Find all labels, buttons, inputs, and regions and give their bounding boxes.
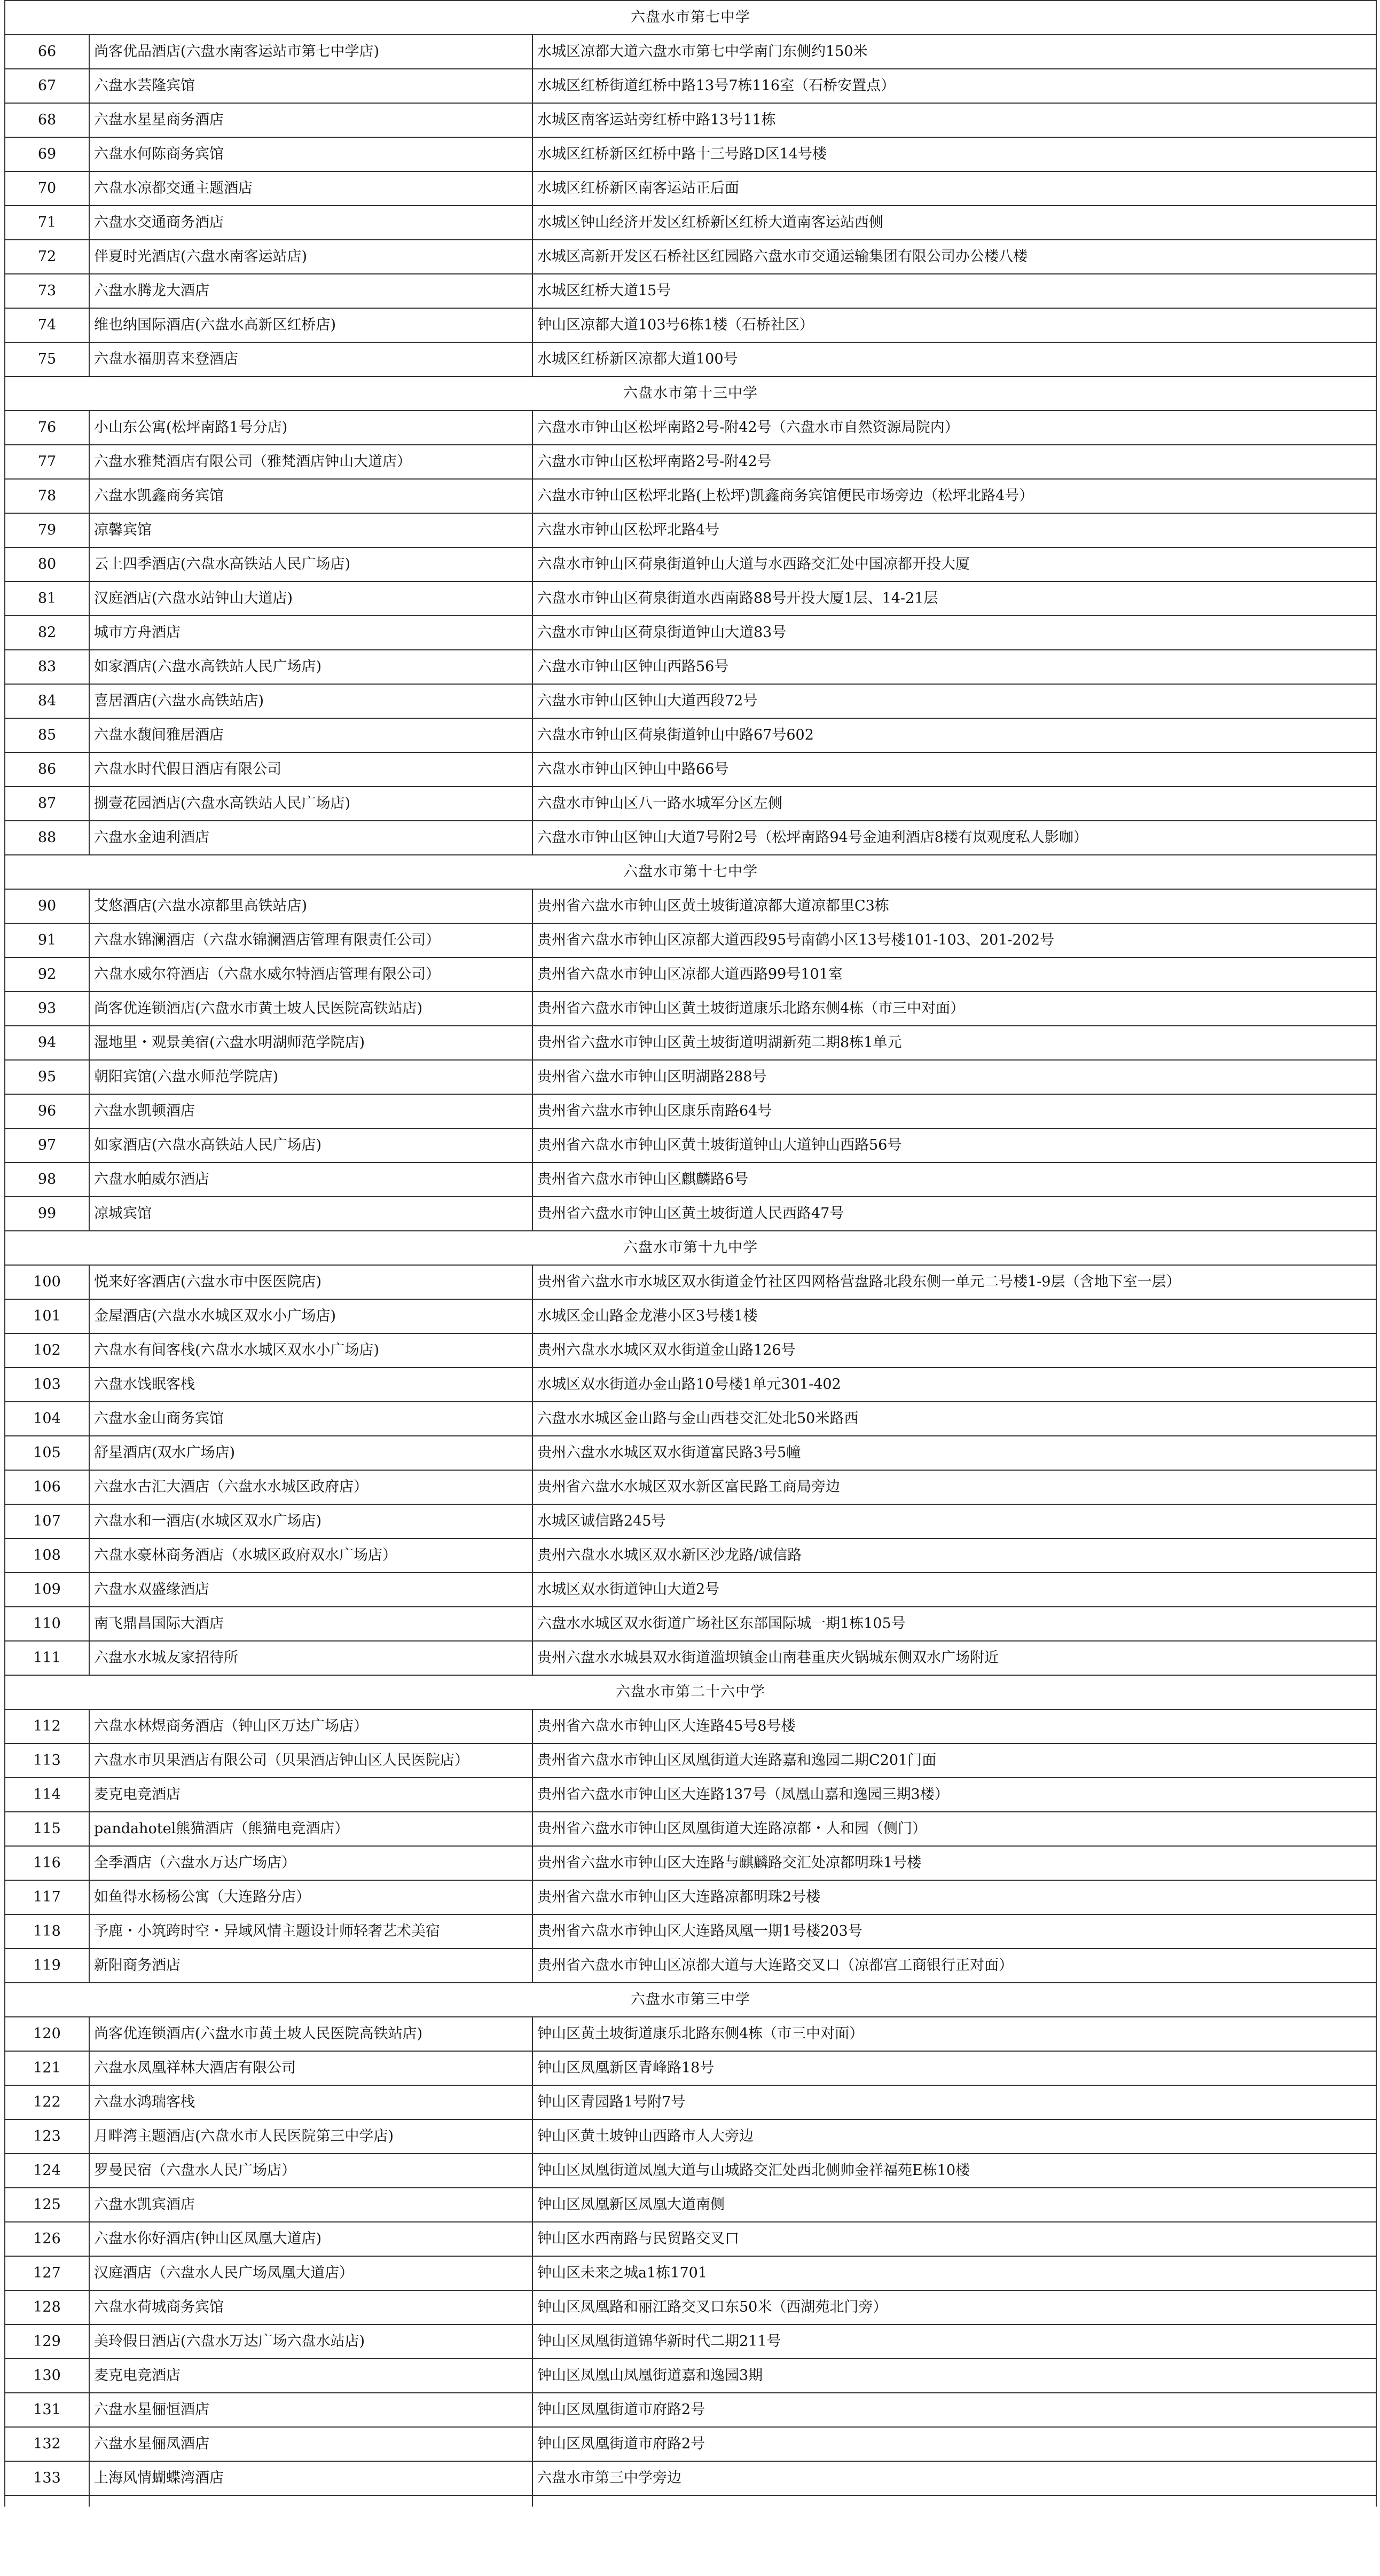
- row-number: 82: [5, 616, 89, 650]
- hotel-address: 钟山区凤凰新区凤凰大道南侧: [532, 2188, 1376, 2222]
- hotel-address: 贵州省六盘水市钟山区大连路凤凰一期1号楼203号: [532, 1914, 1376, 1949]
- hotel-name: 如家酒店(六盘水高铁站人民广场店): [89, 650, 532, 684]
- hotel-address: 水城区凉都大道六盘水市第七中学南门东侧约150米: [532, 35, 1376, 69]
- hotel-name: 六盘水凉都交通主题酒店: [89, 171, 532, 206]
- row-number: 131: [5, 2393, 89, 2427]
- table-row: [5, 1265, 1376, 1299]
- table-row: [5, 1709, 1376, 1743]
- hotel-name: 六盘水帕威尔酒店: [89, 1163, 532, 1197]
- hotel-address: 贵州省六盘水市钟山区黄土坡街道人民西路47号: [532, 1197, 1376, 1231]
- hotel-name: 六盘水福朋喜来登酒店: [89, 342, 532, 376]
- section-title: 六盘水市第十三中学: [5, 376, 1376, 411]
- row-number: 70: [5, 171, 89, 206]
- row-number: 75: [5, 342, 89, 376]
- hotel-name: 凉馨宾馆: [89, 513, 532, 547]
- hotel-address: 贵州省六盘水市钟山区明湖路288号: [532, 1060, 1376, 1094]
- table-row: [5, 206, 1376, 240]
- hotel-name: 喜居酒店(六盘水高铁站店): [89, 684, 532, 718]
- row-number: 84: [5, 684, 89, 718]
- row-number: 114: [5, 1778, 89, 1812]
- hotel-name: 新阳商务酒店: [89, 1949, 532, 1983]
- table-row: [5, 2290, 1376, 2324]
- row-number: 132: [5, 2427, 89, 2461]
- hotel-address: 钟山区凤凰山凤凰街道嘉和逸园3期: [532, 2359, 1376, 2393]
- hotel-name: 六盘水荷城商务宾馆: [89, 2290, 532, 2324]
- table-row: [5, 1436, 1376, 1470]
- hotel-name: 六盘水有间客栈(六盘水水城区双水小广场店): [89, 1333, 532, 1368]
- hotel-address: 贵州省六盘水水城区双水新区富民路工商局旁边: [532, 1470, 1376, 1504]
- table-row: [5, 2119, 1376, 2154]
- section-title: 六盘水市第十七中学: [5, 855, 1376, 889]
- hotel-name: 悦来好客酒店(六盘水市中医医院店): [89, 1265, 532, 1299]
- row-number: 113: [5, 1743, 89, 1778]
- row-number: 103: [5, 1368, 89, 1402]
- table-row: [5, 69, 1376, 103]
- row-number: 97: [5, 1128, 89, 1163]
- table-row: [5, 1812, 1376, 1846]
- hotel-address: 贵州省六盘水市钟山区凤凰街道大连路嘉和逸园二期C201门面: [532, 1743, 1376, 1778]
- table-row: [5, 137, 1376, 171]
- row-number: 93: [5, 992, 89, 1026]
- empty-cell: [5, 2495, 89, 2507]
- row-number: 87: [5, 787, 89, 821]
- hotel-address: 贵州省六盘水市钟山区黄土坡街道钟山大道钟山西路56号: [532, 1128, 1376, 1163]
- table-row: [5, 411, 1376, 445]
- table-row: [5, 718, 1376, 752]
- section-header-row: [5, 855, 1376, 889]
- table-row: [5, 1368, 1376, 1402]
- row-number: 121: [5, 2051, 89, 2085]
- hotel-address: 六盘水市钟山区荷泉街道钟山大道83号: [532, 616, 1376, 650]
- hotel-address: 钟山区黄土坡钟山西路市人大旁边: [532, 2119, 1376, 2154]
- hotel-address: 贵州六盘水水城区双水新区沙龙路/诚信路: [532, 1538, 1376, 1573]
- row-number: 98: [5, 1163, 89, 1197]
- row-number: 69: [5, 137, 89, 171]
- table-row: [5, 2154, 1376, 2188]
- hotel-name: 六盘水金迪利酒店: [89, 821, 532, 855]
- row-number: 96: [5, 1094, 89, 1128]
- hotel-name: 金屋酒店(六盘水水城区双水小广场店): [89, 1299, 532, 1333]
- hotel-name: 上海风情蝴蝶湾酒店: [89, 2461, 532, 2495]
- hotel-address: 贵州省六盘水市钟山区凤凰街道大连路凉都・人和园（侧门）: [532, 1812, 1376, 1846]
- table-row: [5, 1846, 1376, 1880]
- section-header-row: [5, 376, 1376, 411]
- row-number: 107: [5, 1504, 89, 1538]
- table-row: [5, 2427, 1376, 2461]
- hotel-name: 六盘水你好酒店(钟山区凤凰大道店): [89, 2222, 532, 2256]
- hotel-address: 贵州省六盘水市钟山区麒麟路6号: [532, 1163, 1376, 1197]
- hotel-name: 六盘水市贝果酒店有限公司（贝果酒店钟山区人民医院店）: [89, 1743, 532, 1778]
- hotel-name: 凉城宾馆: [89, 1197, 532, 1231]
- hotel-name: 六盘水饯眠客栈: [89, 1368, 532, 1402]
- hotel-address: 贵州省六盘水市钟山区大连路凉都明珠2号楼: [532, 1880, 1376, 1914]
- hotel-address: 贵州六盘水水城区双水街道富民路3号5幢: [532, 1436, 1376, 1470]
- table-row: [5, 445, 1376, 479]
- row-number: 99: [5, 1197, 89, 1231]
- table-row: [5, 2393, 1376, 2427]
- table-row: [5, 240, 1376, 274]
- table-row: [5, 1402, 1376, 1436]
- table-row: [5, 2324, 1376, 2359]
- hotel-address: 六盘水市钟山区荷泉街道钟山中路67号602: [532, 718, 1376, 752]
- hotel-address: 贵州省六盘水市钟山区凉都大道与大连路交叉口（凉都宫工商银行正对面）: [532, 1949, 1376, 1983]
- section-title: 六盘水市第七中学: [5, 1, 1376, 35]
- hotel-address: 贵州省六盘水市钟山区康乐南路64号: [532, 1094, 1376, 1128]
- row-number: 116: [5, 1846, 89, 1880]
- hotel-name: 六盘水凯鑫商务宾馆: [89, 479, 532, 513]
- table-row: [5, 1094, 1376, 1128]
- hotel-address: 水城区红桥大道15号: [532, 274, 1376, 308]
- hotel-name: 如鱼得水杨杨公寓（大连路分店）: [89, 1880, 532, 1914]
- hotel-address: 贵州省六盘水市钟山区黄土坡街道康乐北路东侧4栋（市三中对面）: [532, 992, 1376, 1026]
- hotel-address: 六盘水市钟山区钟山西路56号: [532, 650, 1376, 684]
- table-row: [5, 582, 1376, 616]
- hotel-address: 贵州省六盘水市水城区双水街道金竹社区四网格营盘路北段东侧一单元二号楼1-9层（含地下室一层）: [532, 1265, 1376, 1299]
- empty-cell: [89, 2495, 532, 2507]
- row-number: 120: [5, 2017, 89, 2051]
- hotel-name: 予鹿・小筑跨时空・异域风情主题设计师轻奢艺术美宿: [89, 1914, 532, 1949]
- row-number: 68: [5, 103, 89, 137]
- row-number: 80: [5, 547, 89, 582]
- row-number: 77: [5, 445, 89, 479]
- table-row: [5, 1026, 1376, 1060]
- row-number: 123: [5, 2119, 89, 2154]
- table-row: [5, 650, 1376, 684]
- table-row: [5, 547, 1376, 582]
- section-header-row: [5, 1983, 1376, 2017]
- hotel-address: 钟山区青园路1号附7号: [532, 2085, 1376, 2119]
- hotel-address: 水城区南客运站旁红桥中路13号11栋: [532, 103, 1376, 137]
- table-row: [5, 35, 1376, 69]
- hotel-address: 六盘水市钟山区松坪南路2号-附42号（六盘水市自然资源局院内）: [532, 411, 1376, 445]
- hotel-name: 艾悠酒店(六盘水凉都里高铁站店): [89, 889, 532, 923]
- hotel-address: 贵州省六盘水市钟山区凉都大道西段95号南鹤小区13号楼101-103、201-202号: [532, 923, 1376, 957]
- hotel-table-sheet: [4, 0, 1376, 2507]
- table-row: [5, 1128, 1376, 1163]
- hotel-name: 维也纳国际酒店(六盘水高新区红桥店): [89, 308, 532, 342]
- hotel-address: 六盘水水城区双水街道广场社区东部国际城一期1栋105号: [532, 1607, 1376, 1641]
- hotel-address: 钟山区凤凰街道凤凰大道与山城路交汇处西北侧帅金祥福苑E栋10楼: [532, 2154, 1376, 2188]
- hotel-address: 六盘水市第三中学旁边: [532, 2461, 1376, 2495]
- hotel-name: 如家酒店(六盘水高铁站人民广场店): [89, 1128, 532, 1163]
- hotel-address: 水城区红桥新区凉都大道100号: [532, 342, 1376, 376]
- row-number: 81: [5, 582, 89, 616]
- hotel-name: 六盘水豪林商务酒店（水城区政府双水广场店）: [89, 1538, 532, 1573]
- hotel-name: 六盘水星俪凤酒店: [89, 2427, 532, 2461]
- hotel-name: 六盘水金山商务宾馆: [89, 1402, 532, 1436]
- hotel-name: 六盘水凤凰祥林大酒店有限公司: [89, 2051, 532, 2085]
- hotel-name: 六盘水古汇大酒店（六盘水水城区政府店）: [89, 1470, 532, 1504]
- hotel-address: 钟山区凤凰街道市府路2号: [532, 2427, 1376, 2461]
- hotel-name: 六盘水锦澜酒店（六盘水锦澜酒店管理有限责任公司）: [89, 923, 532, 957]
- hotel-address: 水城区红桥新区南客运站正后面: [532, 171, 1376, 206]
- hotel-address: 六盘水市钟山区松坪南路2号-附42号: [532, 445, 1376, 479]
- hotel-name: 汉庭酒店(六盘水站钟山大道店): [89, 582, 532, 616]
- hotel-name: 六盘水星星商务酒店: [89, 103, 532, 137]
- row-number: 76: [5, 411, 89, 445]
- table-row: [5, 171, 1376, 206]
- hotel-address: 钟山区黄土坡街道康乐北路东侧4栋（市三中对面）: [532, 2017, 1376, 2051]
- hotel-name: 麦克电竞酒店: [89, 1778, 532, 1812]
- hotel-name: 六盘水鸿瑞客栈: [89, 2085, 532, 2119]
- table-row: [5, 2017, 1376, 2051]
- table-row: [5, 342, 1376, 376]
- row-number: 66: [5, 35, 89, 69]
- hotel-address: 水城区双水街道钟山大道2号: [532, 1573, 1376, 1607]
- row-number: 92: [5, 957, 89, 992]
- hotel-name: 六盘水和一酒店(水城区双水广场店): [89, 1504, 532, 1538]
- hotel-address: 六盘水市钟山区荷泉街道钟山大道与水西路交汇处中国凉都开投大厦: [532, 547, 1376, 582]
- row-number: 112: [5, 1709, 89, 1743]
- row-number: 115: [5, 1812, 89, 1846]
- row-number: 79: [5, 513, 89, 547]
- table-row: [5, 2188, 1376, 2222]
- table-row: [5, 1197, 1376, 1231]
- hotel-name: 六盘水时代假日酒店有限公司: [89, 752, 532, 787]
- row-number: 83: [5, 650, 89, 684]
- hotel-address: 六盘水市钟山区八一路水城军分区左侧: [532, 787, 1376, 821]
- hotel-name: 捌壹花园酒店(六盘水高铁站人民广场店): [89, 787, 532, 821]
- hotel-address: 六盘水市钟山区钟山中路66号: [532, 752, 1376, 787]
- row-number: 108: [5, 1538, 89, 1573]
- row-number: 74: [5, 308, 89, 342]
- hotel-name: 六盘水交通商务酒店: [89, 206, 532, 240]
- hotel-name: 六盘水水城友家招待所: [89, 1641, 532, 1675]
- hotel-name: 南飞鼎昌国际大酒店: [89, 1607, 532, 1641]
- row-number: 117: [5, 1880, 89, 1914]
- row-number: 111: [5, 1641, 89, 1675]
- row-number: 102: [5, 1333, 89, 1368]
- hotel-name: 六盘水林煜商务酒店（钟山区万达广场店）: [89, 1709, 532, 1743]
- hotel-name: 六盘水腾龙大酒店: [89, 274, 532, 308]
- hotel-address: 水城区高新开发区石桥社区红园路六盘水市交通运输集团有限公司办公楼八楼: [532, 240, 1376, 274]
- table-row: [5, 1607, 1376, 1641]
- row-number: 122: [5, 2085, 89, 2119]
- hotel-address: 水城区钟山经济开发区红桥新区红桥大道南客运站西侧: [532, 206, 1376, 240]
- row-number: 101: [5, 1299, 89, 1333]
- section-header-row: [5, 1675, 1376, 1709]
- row-number: 127: [5, 2256, 89, 2290]
- hotel-name: 伴夏时光酒店(六盘水南客运站店): [89, 240, 532, 274]
- row-number: 91: [5, 923, 89, 957]
- hotel-name: 六盘水何陈商务宾馆: [89, 137, 532, 171]
- section-title: 六盘水市第三中学: [5, 1983, 1376, 2017]
- row-number: 100: [5, 1265, 89, 1299]
- row-number: 109: [5, 1573, 89, 1607]
- hotel-address: 钟山区凤凰街道锦华新时代二期211号: [532, 2324, 1376, 2359]
- hotel-address: 钟山区凉都大道103号6栋1楼（石桥社区）: [532, 308, 1376, 342]
- hotel-table: [4, 0, 1377, 2507]
- hotel-name: 罗曼民宿（六盘水人民广场店）: [89, 2154, 532, 2188]
- row-number: 130: [5, 2359, 89, 2393]
- hotel-name: 汉庭酒店（六盘水人民广场凤凰大道店）: [89, 2256, 532, 2290]
- hotel-name: 湿地里・观景美宿(六盘水明湖师范学院店): [89, 1026, 532, 1060]
- hotel-address: 水城区红桥新区红桥中路十三号路D区14号楼: [532, 137, 1376, 171]
- row-number: 95: [5, 1060, 89, 1094]
- hotel-name: 六盘水凯宾酒店: [89, 2188, 532, 2222]
- row-number: 104: [5, 1402, 89, 1436]
- hotel-address: 六盘水市钟山区钟山大道7号附2号（松坪南路94号金迪利酒店8楼有岚观度私人影咖）: [532, 821, 1376, 855]
- hotel-name: 舒星酒店(双水广场店): [89, 1436, 532, 1470]
- row-number: 90: [5, 889, 89, 923]
- hotel-address: 水城区红桥街道红桥中路13号7栋116室（石桥安置点）: [532, 69, 1376, 103]
- table-row-cutoff: [5, 2495, 1376, 2507]
- table-row: [5, 1163, 1376, 1197]
- hotel-name: 尚客优连锁酒店(六盘水市黄土坡人民医院高铁站店): [89, 2017, 532, 2051]
- table-row: [5, 1641, 1376, 1675]
- hotel-address: 贵州六盘水水城县双水街道滥坝镇金山南巷重庆火锅城东侧双水广场附近: [532, 1641, 1376, 1675]
- hotel-name: 城市方舟酒店: [89, 616, 532, 650]
- row-number: 105: [5, 1436, 89, 1470]
- row-number: 78: [5, 479, 89, 513]
- hotel-name: 尚客优连锁酒店(六盘水市黄土坡人民医院高铁站店): [89, 992, 532, 1026]
- row-number: 94: [5, 1026, 89, 1060]
- row-number: 133: [5, 2461, 89, 2495]
- table-row: [5, 1743, 1376, 1778]
- table-row: [5, 103, 1376, 137]
- hotel-address: 六盘水市钟山区松坪北路4号: [532, 513, 1376, 547]
- hotel-address: 贵州省六盘水市钟山区大连路137号（凤凰山嘉和逸园三期3楼）: [532, 1778, 1376, 1812]
- hotel-name: 月畔湾主题酒店(六盘水市人民医院第三中学店): [89, 2119, 532, 2154]
- table-row: [5, 1573, 1376, 1607]
- row-number: 73: [5, 274, 89, 308]
- table-row: [5, 2359, 1376, 2393]
- table-row: [5, 274, 1376, 308]
- row-number: 85: [5, 718, 89, 752]
- hotel-name: 六盘水雅梵酒店有限公司（雅梵酒店钟山大道店）: [89, 445, 532, 479]
- hotel-name: 朝阳宾馆(六盘水师范学院店): [89, 1060, 532, 1094]
- table-row: [5, 2085, 1376, 2119]
- table-row: [5, 923, 1376, 957]
- hotel-address: 贵州省六盘水市钟山区凉都大道西路99号101室: [532, 957, 1376, 992]
- hotel-name: 六盘水威尔符酒店（六盘水威尔特酒店管理有限公司）: [89, 957, 532, 992]
- hotel-address: 六盘水市钟山区松坪北路(上松坪)凯鑫商务宾馆便民市场旁边（松坪北路4号）: [532, 479, 1376, 513]
- hotel-name: 六盘水凯顿酒店: [89, 1094, 532, 1128]
- table-row: [5, 992, 1376, 1026]
- row-number: 72: [5, 240, 89, 274]
- hotel-address: 钟山区未来之城a1栋1701: [532, 2256, 1376, 2290]
- hotel-address: 贵州省六盘水市钟山区黄土坡街道明湖新苑二期8栋1单元: [532, 1026, 1376, 1060]
- hotel-name: 六盘水馥间雅居酒店: [89, 718, 532, 752]
- hotel-address: 水城区双水街道办金山路10号楼1单元301-402: [532, 1368, 1376, 1402]
- row-number: 86: [5, 752, 89, 787]
- hotel-address: 六盘水水城区金山路与金山西巷交汇处北50米路西: [532, 1402, 1376, 1436]
- table-row: [5, 2461, 1376, 2495]
- hotel-name: 六盘水双盛缘酒店: [89, 1573, 532, 1607]
- row-number: 106: [5, 1470, 89, 1504]
- table-row: [5, 1060, 1376, 1094]
- hotel-address: 钟山区凤凰新区青峰路18号: [532, 2051, 1376, 2085]
- hotel-name: pandahotel熊猫酒店（熊猫电竞酒店）: [89, 1812, 532, 1846]
- section-title: 六盘水市第十九中学: [5, 1231, 1376, 1265]
- row-number: 124: [5, 2154, 89, 2188]
- hotel-address: 钟山区水西南路与民贸路交叉口: [532, 2222, 1376, 2256]
- table-row: [5, 787, 1376, 821]
- table-row: [5, 2222, 1376, 2256]
- table-row: [5, 616, 1376, 650]
- hotel-name: 美玲假日酒店(六盘水万达广场六盘水站店): [89, 2324, 532, 2359]
- hotel-name: 六盘水星俪恒酒店: [89, 2393, 532, 2427]
- table-row: [5, 957, 1376, 992]
- hotel-address: 六盘水市钟山区荷泉街道水西南路88号开投大厦1层、14-21层: [532, 582, 1376, 616]
- table-row: [5, 1333, 1376, 1368]
- table-row: [5, 2256, 1376, 2290]
- hotel-address: 钟山区凤凰路和丽江路交叉口东50米（西湖苑北门旁）: [532, 2290, 1376, 2324]
- hotel-address: 六盘水市钟山区钟山大道西段72号: [532, 684, 1376, 718]
- row-number: 128: [5, 2290, 89, 2324]
- table-row: [5, 1949, 1376, 1983]
- row-number: 125: [5, 2188, 89, 2222]
- table-row: [5, 2051, 1376, 2085]
- hotel-name: 麦克电竞酒店: [89, 2359, 532, 2393]
- table-row: [5, 752, 1376, 787]
- row-number: 88: [5, 821, 89, 855]
- row-number: 67: [5, 69, 89, 103]
- hotel-name: 全季酒店（六盘水万达广场店）: [89, 1846, 532, 1880]
- hotel-name: 尚客优品酒店(六盘水南客运站市第七中学店): [89, 35, 532, 69]
- table-row: [5, 889, 1376, 923]
- table-row: [5, 479, 1376, 513]
- table-row: [5, 1504, 1376, 1538]
- table-row: [5, 1299, 1376, 1333]
- row-number: 71: [5, 206, 89, 240]
- row-number: 110: [5, 1607, 89, 1641]
- table-row: [5, 684, 1376, 718]
- hotel-address: 水城区诚信路245号: [532, 1504, 1376, 1538]
- hotel-address: 贵州六盘水水城区双水街道金山路126号: [532, 1333, 1376, 1368]
- hotel-address: 钟山区凤凰街道市府路2号: [532, 2393, 1376, 2427]
- table-row: [5, 1470, 1376, 1504]
- hotel-name: 六盘水芸隆宾馆: [89, 69, 532, 103]
- hotel-name: 小山东公寓(松坪南路1号分店): [89, 411, 532, 445]
- empty-cell: [532, 2495, 1376, 2507]
- table-row: [5, 1778, 1376, 1812]
- hotel-address: 水城区金山路金龙港小区3号楼1楼: [532, 1299, 1376, 1333]
- table-row: [5, 308, 1376, 342]
- table-row: [5, 513, 1376, 547]
- table-row: [5, 1914, 1376, 1949]
- table-row: [5, 1538, 1376, 1573]
- table-row: [5, 1880, 1376, 1914]
- row-number: 126: [5, 2222, 89, 2256]
- section-header-row: [5, 1231, 1376, 1265]
- table-row: [5, 821, 1376, 855]
- hotel-address: 贵州省六盘水市钟山区大连路45号8号楼: [532, 1709, 1376, 1743]
- hotel-name: 云上四季酒店(六盘水高铁站人民广场店): [89, 547, 532, 582]
- section-header-row: [5, 1, 1376, 35]
- hotel-table-body: [5, 1, 1376, 2507]
- hotel-address: 贵州省六盘水市钟山区大连路与麒麟路交汇处凉都明珠1号楼: [532, 1846, 1376, 1880]
- section-title: 六盘水市第二十六中学: [5, 1675, 1376, 1709]
- hotel-address: 贵州省六盘水市钟山区黄土坡街道凉都大道凉都里C3栋: [532, 889, 1376, 923]
- row-number: 118: [5, 1914, 89, 1949]
- row-number: 129: [5, 2324, 89, 2359]
- row-number: 119: [5, 1949, 89, 1983]
